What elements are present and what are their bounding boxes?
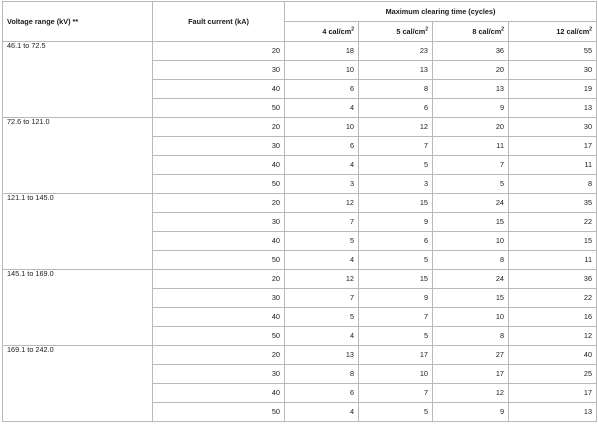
energy-level-header: 4 cal/$cm^2$ xyxy=(285,22,359,42)
clearing-time-cell: 7 xyxy=(359,137,433,156)
clearing-time-cell: 13 xyxy=(433,80,509,99)
clearing-time-cell: 15 xyxy=(359,194,433,213)
table-row xyxy=(3,42,597,61)
clearing-time-cell: 15 xyxy=(433,289,509,308)
table-row xyxy=(3,194,597,213)
energy-level-header: 5 cal/$cm^2$ xyxy=(359,22,433,42)
fault-current-cell: 30 xyxy=(153,213,285,232)
clearing-time-cell: 7 xyxy=(285,289,359,308)
clearing-time-cell: 7 xyxy=(433,156,509,175)
clearing-time-cell: 8 xyxy=(285,365,359,384)
clearing-time-cell: 13 xyxy=(509,403,597,422)
clearing-time-cell: 10 xyxy=(285,118,359,137)
clearing-time-cell: 6 xyxy=(285,137,359,156)
fault-current-cell: 20 xyxy=(153,42,285,61)
clearing-time-cell: 20 xyxy=(433,118,509,137)
clearing-time-cell: 12 xyxy=(285,194,359,213)
clearing-time-cell: 3 xyxy=(285,175,359,194)
fault-current-cell: 50 xyxy=(153,251,285,270)
clearing-time-cell: 55 xyxy=(509,42,597,61)
voltage-range-cell: 169.1 to 242.0 xyxy=(3,346,153,422)
table-row xyxy=(3,118,597,137)
clearing-time-cell: 6 xyxy=(285,384,359,403)
clearing-time-cell: 7 xyxy=(285,213,359,232)
clearing-time-cell: 9 xyxy=(359,213,433,232)
clearing-time-cell: 10 xyxy=(433,308,509,327)
clearing-time-table xyxy=(2,1,597,422)
clearing-time-cell: 6 xyxy=(285,80,359,99)
fault-current-cell: 30 xyxy=(153,61,285,80)
clearing-time-cell: 40 xyxy=(509,346,597,365)
clearing-time-cell: 5 xyxy=(285,308,359,327)
fault-current-cell: 20 xyxy=(153,270,285,289)
fault-current-cell: 40 xyxy=(153,308,285,327)
clearing-time-cell: 23 xyxy=(359,42,433,61)
clearing-time-cell: 17 xyxy=(359,346,433,365)
clearing-time-cell: 11 xyxy=(509,251,597,270)
fault-current-cell: 20 xyxy=(153,194,285,213)
clearing-time-cell: 12 xyxy=(359,118,433,137)
clearing-time-cell: 30 xyxy=(509,61,597,80)
clearing-time-cell: 7 xyxy=(359,308,433,327)
energy-level-header: 12 cal/$cm^2$ xyxy=(509,22,597,42)
clearing-time-cell: 5 xyxy=(359,251,433,270)
clearing-time-cell: 18 xyxy=(285,42,359,61)
fault-current-cell: 50 xyxy=(153,175,285,194)
clearing-time-cell: 10 xyxy=(359,365,433,384)
max-clearing-time-header: Maximum clearing time (cycles) xyxy=(285,2,597,22)
clearing-time-cell: 9 xyxy=(359,289,433,308)
clearing-time-cell: 11 xyxy=(433,137,509,156)
fault-current-cell: 20 xyxy=(153,118,285,137)
clearing-time-cell: 17 xyxy=(509,384,597,403)
clearing-time-cell: 8 xyxy=(433,327,509,346)
clearing-time-cell: 6 xyxy=(359,99,433,118)
table-row xyxy=(3,270,597,289)
clearing-time-cell: 5 xyxy=(359,156,433,175)
clearing-time-cell: 17 xyxy=(433,365,509,384)
fault-current-cell: 30 xyxy=(153,137,285,156)
fault-current-cell: 30 xyxy=(153,365,285,384)
clearing-time-cell: 13 xyxy=(509,99,597,118)
clearing-time-cell: 5 xyxy=(433,175,509,194)
energy-level-header: 8 cal/$cm^2$ xyxy=(433,22,509,42)
clearing-time-cell: 12 xyxy=(433,384,509,403)
clearing-time-cell: 8 xyxy=(509,175,597,194)
voltage-range-cell: 145.1 to 169.0 xyxy=(3,270,153,346)
fault-current-cell: 30 xyxy=(153,289,285,308)
table-row xyxy=(3,346,597,365)
clearing-time-cell: 8 xyxy=(433,251,509,270)
clearing-time-cell: 4 xyxy=(285,403,359,422)
clearing-time-cell: 13 xyxy=(285,346,359,365)
clearing-time-cell: 17 xyxy=(509,137,597,156)
clearing-time-cell: 25 xyxy=(509,365,597,384)
fault-current-cell: 40 xyxy=(153,384,285,403)
clearing-time-cell: 4 xyxy=(285,156,359,175)
fault-current-cell: 40 xyxy=(153,156,285,175)
clearing-time-cell: 7 xyxy=(359,384,433,403)
clearing-time-cell: 11 xyxy=(509,156,597,175)
clearing-time-cell: 15 xyxy=(359,270,433,289)
clearing-time-cell: 22 xyxy=(509,213,597,232)
clearing-time-cell: 30 xyxy=(509,118,597,137)
clearing-time-cell: 3 xyxy=(359,175,433,194)
clearing-time-cell: 24 xyxy=(433,270,509,289)
clearing-time-cell: 12 xyxy=(285,270,359,289)
clearing-time-cell: 10 xyxy=(285,61,359,80)
clearing-time-cell: 35 xyxy=(509,194,597,213)
clearing-time-cell: 22 xyxy=(509,289,597,308)
fault-current-header: Fault current (kA) xyxy=(153,2,285,42)
voltage-range-cell: 46.1 to 72.5 xyxy=(3,42,153,118)
clearing-time-cell: 12 xyxy=(509,327,597,346)
clearing-time-cell: 4 xyxy=(285,99,359,118)
clearing-time-cell: 15 xyxy=(509,232,597,251)
header-row-top xyxy=(3,2,597,22)
fault-current-cell: 50 xyxy=(153,327,285,346)
clearing-time-cell: 5 xyxy=(359,327,433,346)
clearing-time-cell: 8 xyxy=(359,80,433,99)
clearing-time-cell: 10 xyxy=(433,232,509,251)
clearing-time-cell: 6 xyxy=(359,232,433,251)
fault-current-cell: 20 xyxy=(153,346,285,365)
clearing-time-cell: 27 xyxy=(433,346,509,365)
clearing-time-cell: 36 xyxy=(509,270,597,289)
voltage-range-cell: 121.1 to 145.0 xyxy=(3,194,153,270)
clearing-time-cell: 13 xyxy=(359,61,433,80)
clearing-time-cell: 15 xyxy=(433,213,509,232)
clearing-time-cell: 5 xyxy=(359,403,433,422)
clearing-time-cell: 9 xyxy=(433,403,509,422)
clearing-time-cell: 16 xyxy=(509,308,597,327)
voltage-range-header: Voltage range (kV) ** xyxy=(3,2,153,42)
clearing-time-cell: 36 xyxy=(433,42,509,61)
clearing-time-cell: 4 xyxy=(285,327,359,346)
clearing-time-cell: 19 xyxy=(509,80,597,99)
clearing-time-cell: 24 xyxy=(433,194,509,213)
clearing-time-cell: 9 xyxy=(433,99,509,118)
voltage-range-cell: 72.6 to 121.0 xyxy=(3,118,153,194)
fault-current-cell: 50 xyxy=(153,403,285,422)
clearing-time-cell: 5 xyxy=(285,232,359,251)
clearing-time-cell: 4 xyxy=(285,251,359,270)
fault-current-cell: 40 xyxy=(153,232,285,251)
fault-current-cell: 40 xyxy=(153,80,285,99)
fault-current-cell: 50 xyxy=(153,99,285,118)
clearing-time-cell: 20 xyxy=(433,61,509,80)
